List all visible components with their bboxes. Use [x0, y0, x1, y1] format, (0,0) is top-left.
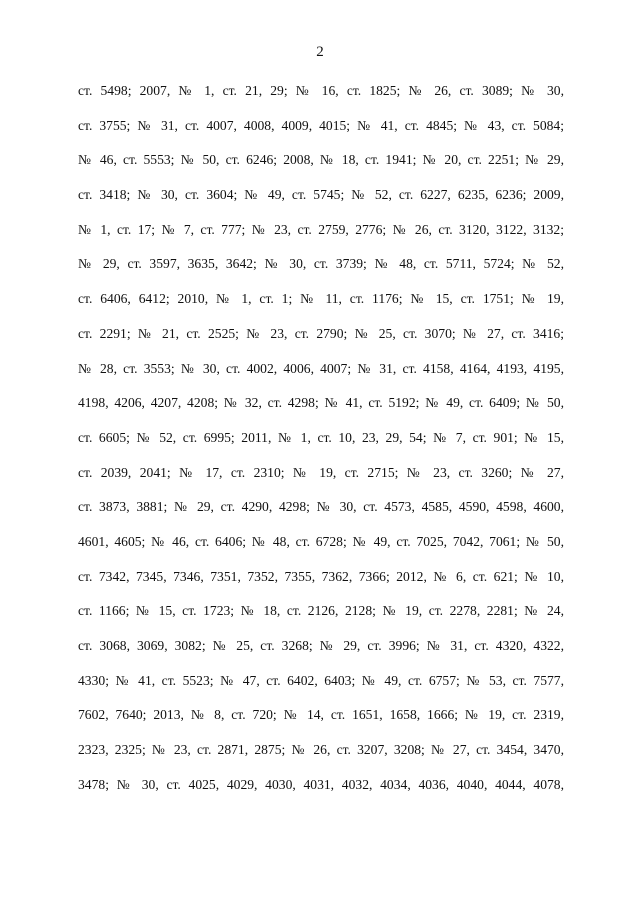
document-body [78, 82, 564, 810]
text-line: 3478; № 30, ст. 4025, 4029, 4030, 4031, 4032, 4034, 4036, 4040, 4044, 4078, [78, 776, 564, 792]
page-number: 2 [316, 44, 324, 60]
text-line: ст. 6406, 6412; 2010, № 1, ст. 1; № 11, ст. 1176; № 15, ст. 1751; № 19, [78, 291, 564, 307]
text-line: № 29, ст. 3597, 3635, 3642; № 30, ст. 3739; № 48, ст. 5711, 5724; № 52, [78, 256, 564, 272]
text-line: ст. 2039, 2041; № 17, ст. 2310; № 19, ст. 2715; № 23, ст. 3260; № 27, [78, 464, 564, 480]
text-line: № 28, ст. 3553; № 30, ст. 4002, 4006, 4007; № 31, ст. 4158, 4164, 4193, 4195, [78, 360, 564, 376]
text-line: 7602, 7640; 2013, № 8, ст. 720; № 14, ст. 1651, 1658, 1666; № 19, ст. 2319, [78, 707, 564, 723]
text-line: ст. 3068, 3069, 3082; № 25, ст. 3268; № 29, ст. 3996; № 31, ст. 4320, 4322, [78, 638, 564, 653]
text-line: 4601, 4605; № 46, ст. 6406; № 48, ст. 6728; № 49, ст. 7025, 7042, 7061; № 50, [78, 533, 564, 549]
text-line: 2323, 2325; № 23, ст. 2871, 2875; № 26, ст. 3207, 3208; № 27, ст. 3454, 3470, [78, 742, 564, 758]
text-line: ст. 3418; № 30, ст. 3604; № 49, ст. 5745; № 52, ст. 6227, 6235, 6236; 2009, [78, 187, 564, 203]
text-line: ст. 3873, 3881; № 29, ст. 4290, 4298; № 30, ст. 4573, 4585, 4590, 4598, 4600, [78, 499, 564, 515]
text-line: ст. 6605; № 52, ст. 6995; 2011, № 1, ст. 10, 23, 29, 54; № 7, ст. 901; № 15, [78, 429, 564, 445]
text-line: ст. 7342, 7345, 7346, 7351, 7352, 7355, 7362, 7366; 2012, № 6, ст. 621; № 10, [78, 568, 564, 584]
text-line: ст. 1166; № 15, ст. 1723; № 18, ст. 2126, 2128; № 19, ст. 2278, 2281; № 24, [78, 603, 564, 619]
text-line: 4330; № 41, ст. 5523; № 47, ст. 6402, 6403; № 49, ст. 6757; № 53, ст. 7577, [78, 672, 564, 688]
text-line: ст. 3755; № 31, ст. 4007, 4008, 4009, 4015; № 41, ст. 4845; № 43, ст. 5084; [78, 117, 564, 133]
text-line: ст. 5498; 2007, № 1, ст. 21, 29; № 16, ст. 1825; № 26, ст. 3089; № 30, [78, 83, 564, 98]
text-line: 4198, 4206, 4207, 4208; № 32, ст. 4298; № 41, ст. 5192; № 49, ст. 6409; № 50, [78, 395, 564, 411]
text-line: № 1, ст. 17; № 7, ст. 777; № 23, ст. 2759, 2776; № 26, ст. 3120, 3122, 3132; [78, 221, 564, 237]
text-line: № 46, ст. 5553; № 50, ст. 6246; 2008, № 18, ст. 1941; № 20, ст. 2251; № 29, [78, 152, 564, 168]
text-line: ст. 2291; № 21, ст. 2525; № 23, ст. 2790; № 25, ст. 3070; № 27, ст. 3416; [78, 325, 564, 341]
